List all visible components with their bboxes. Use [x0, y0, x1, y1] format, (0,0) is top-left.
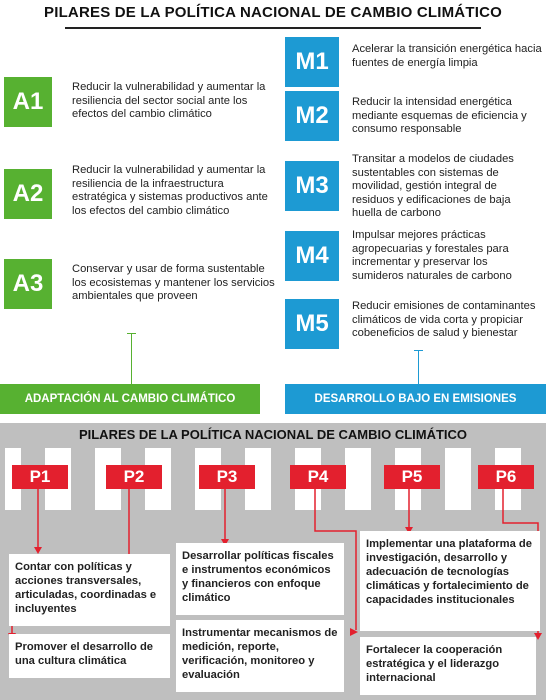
- tag-p5: P5: [384, 465, 440, 489]
- tag-m4: M4: [285, 231, 339, 281]
- mitigation-connector: [418, 350, 419, 384]
- tag-m2: M2: [285, 91, 339, 141]
- tag-a3: A3: [4, 259, 52, 309]
- adaptation-connector: [131, 333, 132, 384]
- adaptation-bar: ADAPTACIÓN AL CAMBIO CLIMÁTICO: [0, 384, 260, 414]
- pillar-p4-card: Instrumentar mecanismos de medición, reporte, verificación, monitoreo y evaluación: [176, 620, 344, 692]
- mitigation-connector-cap: [414, 350, 423, 351]
- tag-m5: M5: [285, 299, 339, 349]
- mitigation-bar: DESARROLLO BAJO EN EMISIONES: [285, 384, 546, 414]
- pillars-title: PILARES DE LA POLÍTICA NACIONAL DE CAMBIO CLIMÁTICO: [78, 427, 468, 442]
- tag-p2: P2: [106, 465, 162, 489]
- tag-p4: P4: [290, 465, 346, 489]
- pillar-p6-card: Fortalecer la cooperación estratégica y el liderazgo internacional: [360, 637, 536, 695]
- mitigation-m1-text: Acelerar la transición energética hacia fuentes de energía limpia: [352, 43, 542, 69]
- pillar-p2-card: Promover el desarrollo de una cultura climática: [9, 634, 170, 678]
- pillar-p1-card: Contar con políticas y acciones transversales, articuladas, coordinadas e incluyentes: [9, 554, 170, 626]
- tag-a1: A1: [4, 77, 52, 127]
- pillar-p5-card: Implementar una plataforma de investigación, desarrollo y adecuación de tecnologías climáticas y fortalecimiento de capacidades institucionales: [360, 531, 540, 631]
- adaptation-a3-text: Conservar y usar de forma sustentable los ecosistemas y mantener los servicios ambientales que proveen: [72, 263, 275, 302]
- tag-m1: M1: [285, 37, 339, 87]
- adaptation-connector-cap: [127, 333, 136, 334]
- tag-p6: P6: [478, 465, 534, 489]
- adaptation-a2-text: Reducir la vulnerabilidad y aumentar la resiliencia de la infraestructura estratégica y sistemas productivos ante los efectos del cambio climático: [72, 164, 268, 217]
- tag-a2: A2: [4, 169, 52, 219]
- mitigation-m5-text: Reducir emisiones de contaminantes climáticos de vida corta y propiciar cobeneficios de salud y bienestar: [352, 300, 536, 339]
- mitigation-m3-text: Transitar a modelos de ciudades sustentables con sistemas de movilidad, gestión integral de residuos y edificaciones de baja huella de carbono: [352, 153, 514, 219]
- top-title: PILARES DE LA POLÍTICA NACIONAL DE CAMBIO CLIMÁTICO: [44, 4, 502, 21]
- mitigation-m2-text: Reducir la intensidad energética mediante esquemas de eficiencia y consumo responsable: [352, 96, 527, 135]
- mitigation-m4-text: Impulsar mejores prácticas agropecuarias y forestales para incrementar y preservar los sumideros naturales de carbono: [352, 229, 512, 282]
- tag-m3: M3: [285, 161, 339, 211]
- adaptation-a1-text: Reducir la vulnerabilidad y aumentar la resiliencia del sector social ante los efectos del cambio climático: [72, 81, 266, 120]
- pillar-p3-card: Desarrollar políticas fiscales e instrumentos económicos y financieros con enfoque climático: [176, 543, 344, 615]
- tag-p3: P3: [199, 465, 255, 489]
- tag-p1: P1: [12, 465, 68, 489]
- top-title-rule: [65, 27, 481, 29]
